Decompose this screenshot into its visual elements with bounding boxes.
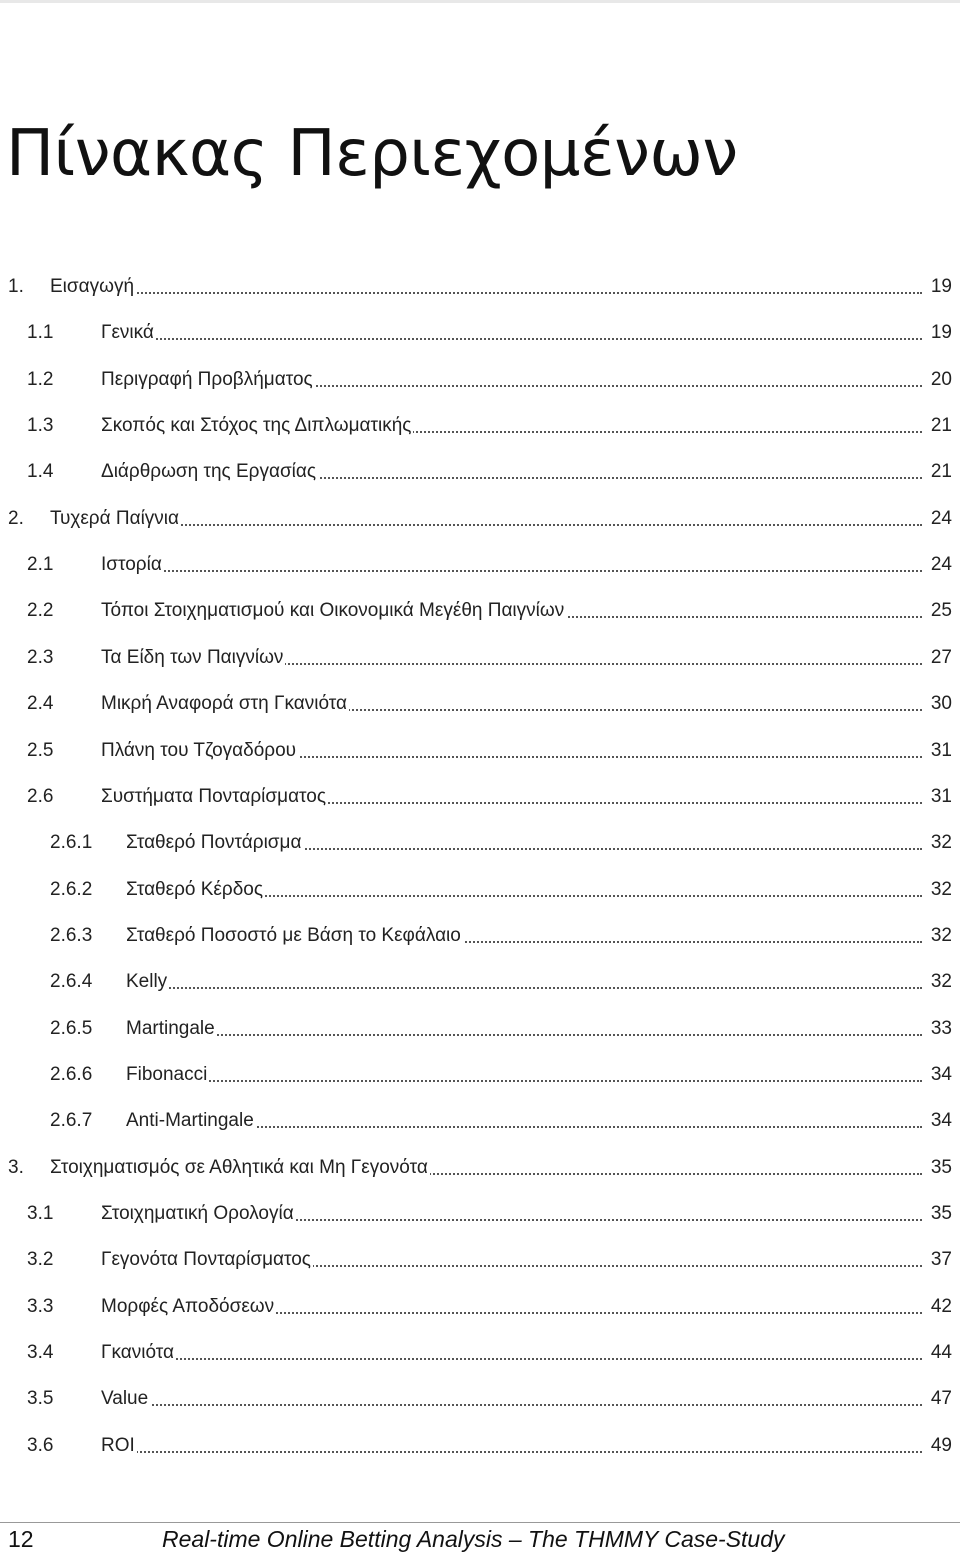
toc-entry[interactable] [0,318,956,348]
toc-leader-dots [101,338,922,340]
toc-entry[interactable] [0,782,956,812]
toc-entry-page: 34 [928,1111,952,1130]
toc-entry-number: 2.6.7 [50,1110,93,1131]
toc-entry[interactable] [0,272,956,302]
toc-entry-number: 3.4 [27,1342,54,1363]
toc-entry-page: 19 [928,277,952,296]
toc-entry-title: Martingale [126,1018,215,1039]
toc-entry[interactable] [0,643,956,673]
toc-entry-number: 1.2 [27,369,54,390]
toc-entry[interactable] [0,365,956,395]
toc-entry-number: 2.2 [27,600,54,621]
toc-entry-number: 3.6 [27,1435,54,1456]
toc-entry[interactable] [0,1245,956,1275]
toc-entry-page: 35 [928,1204,952,1223]
toc-entry-title: Σκοπός και Στόχος της Διπλωματικής [101,415,412,436]
toc-entry[interactable] [0,1153,956,1183]
toc-entry[interactable] [0,1060,956,1090]
toc-entry-number: 2.6.2 [50,879,93,900]
toc-leader-dots [126,1034,922,1036]
toc-entry-number: 3.3 [27,1296,54,1317]
toc-entry-title: Τυχερά Παίγνια [50,508,180,529]
toc-entry-page: 24 [928,555,952,574]
toc-entry-page: 21 [928,416,952,435]
toc-entry-number: 2.6.5 [50,1018,93,1039]
toc-entry-title: Τα Είδη των Παιγνίων [101,647,284,668]
toc-entry[interactable] [0,1199,956,1229]
toc-entry-number: 2.5 [27,740,54,761]
toc-entry-page: 32 [928,880,952,899]
toc-leader-dots [101,1358,922,1360]
toc-entry-title: Value [101,1388,149,1409]
toc-entry-title: Fibonacci [126,1064,208,1085]
toc-leader-dots [126,987,922,989]
toc-entry-page: 20 [928,370,952,389]
toc-entry-title: Kelly [126,971,168,992]
toc-entry-title: Γενικά [101,322,154,343]
toc-entry-title: Anti-Martingale [126,1110,254,1131]
footer-page-number: 12 [8,1526,34,1552]
toc-entry-page: 27 [928,648,952,667]
toc-entry-title: Σταθερό Ποντάρισμα [126,832,302,853]
toc-entry-number: 2.6.4 [50,971,93,992]
toc-entry-page: 24 [928,509,952,528]
toc-entry-page: 35 [928,1158,952,1177]
toc-entry-title: Συστήματα Πονταρίσματος [101,786,327,807]
toc-entry[interactable] [0,1431,956,1461]
toc-entry-page: 47 [928,1389,952,1408]
toc-entry-page: 32 [928,926,952,945]
toc-entry-number: 2.1 [27,554,54,575]
toc-entry-title: Γκανιότα [101,1342,174,1363]
toc-entry-number: 1.3 [27,415,54,436]
toc-entry-number: 2.6.3 [50,925,93,946]
toc-entry-title: Στοιχηματική Ορολογία [101,1203,294,1224]
toc-entry-page: 32 [928,972,952,991]
toc-entry[interactable] [0,457,956,487]
toc-entry[interactable] [0,1338,956,1368]
toc-entry[interactable] [0,1384,956,1414]
page-title: Πίνακας Περιεχομένων [6,117,738,191]
toc-entry-number: 2.6.1 [50,832,93,853]
toc-entry-number: 1.1 [27,322,54,343]
toc-entry-title: Περιγραφή Προβλήματος [101,369,313,390]
toc-entry-title: Μορφές Αποδόσεων [101,1296,275,1317]
toc-leader-dots [101,570,922,572]
toc-entry-number: 3.2 [27,1249,54,1270]
toc-entry-page: 32 [928,833,952,852]
toc-entry-page: 34 [928,1065,952,1084]
toc-entry-number: 2.6 [27,786,54,807]
toc-leader-dots [101,1404,922,1406]
toc-entry-number: 3.5 [27,1388,54,1409]
toc-entry-page: 31 [928,741,952,760]
toc-entry[interactable] [0,550,956,580]
toc-entry-title: Στοιχηματισμός σε Αθλητικά και Μη Γεγονότα [50,1157,428,1178]
toc-entry-page: 25 [928,601,952,620]
toc-entry-title: Τόποι Στοιχηματισμού και Οικονομικά Μεγέθη Παιγνίων [101,600,565,621]
toc-entry[interactable] [0,967,956,997]
toc-entry[interactable] [0,596,956,626]
toc-leader-dots [126,1080,922,1082]
footer-rule [0,1522,960,1523]
toc-entry-page: 33 [928,1019,952,1038]
toc-entry[interactable] [0,411,956,441]
toc-entry-title: Πλάνη του Τζογαδόρου [101,740,297,761]
toc-entry[interactable] [0,736,956,766]
toc-entry-number: 2.6.6 [50,1064,93,1085]
toc-entry-page: 21 [928,462,952,481]
toc-entry-page: 42 [928,1297,952,1316]
toc-entry-title: ROI [101,1435,135,1456]
toc-entry-title: Διάρθρωση της Εργασίας [101,461,317,482]
toc-entry-number: 1.4 [27,461,54,482]
toc-entry[interactable] [0,921,956,951]
top-rule [0,0,960,3]
toc-entry-number: 3.1 [27,1203,54,1224]
toc-entry[interactable] [0,1014,956,1044]
toc-entry-title: Εισαγωγή [50,276,135,297]
toc-entry[interactable] [0,875,956,905]
toc-entry[interactable] [0,1292,956,1322]
toc-leader-dots [101,1451,922,1453]
toc-entry-page: 44 [928,1343,952,1362]
toc-entry[interactable] [0,828,956,858]
toc-entry-title: Ιστορία [101,554,162,575]
toc-entry-title: Σταθερό Ποσοστό με Βάση το Κεφάλαιο [126,925,461,946]
toc-entry-page: 37 [928,1250,952,1269]
toc-entry-title: Γεγονότα Πονταρίσματος [101,1249,311,1270]
toc-entry-number: 2.3 [27,647,54,668]
toc-entry-number: 2. [8,508,24,529]
toc-leader-dots [50,292,922,294]
toc-entry-page: 31 [928,787,952,806]
toc-entry-title: Σταθερό Κέρδος [126,879,263,900]
toc-entry-number: 2.4 [27,693,54,714]
footer-title: Real-time Online Betting Analysis – The THMMY Case-Study [162,1526,785,1552]
toc-entry-number: 1. [8,276,24,297]
toc-entry-title: Μικρή Αναφορά στη Γκανιότα [101,693,347,714]
toc-entry[interactable] [0,1106,956,1136]
toc-entry[interactable] [0,504,956,534]
toc-entry[interactable] [0,689,956,719]
toc-entry-page: 49 [928,1436,952,1455]
toc-entry-page: 19 [928,323,952,342]
toc-entry-number: 3. [8,1157,24,1178]
toc-entry-page: 30 [928,694,952,713]
